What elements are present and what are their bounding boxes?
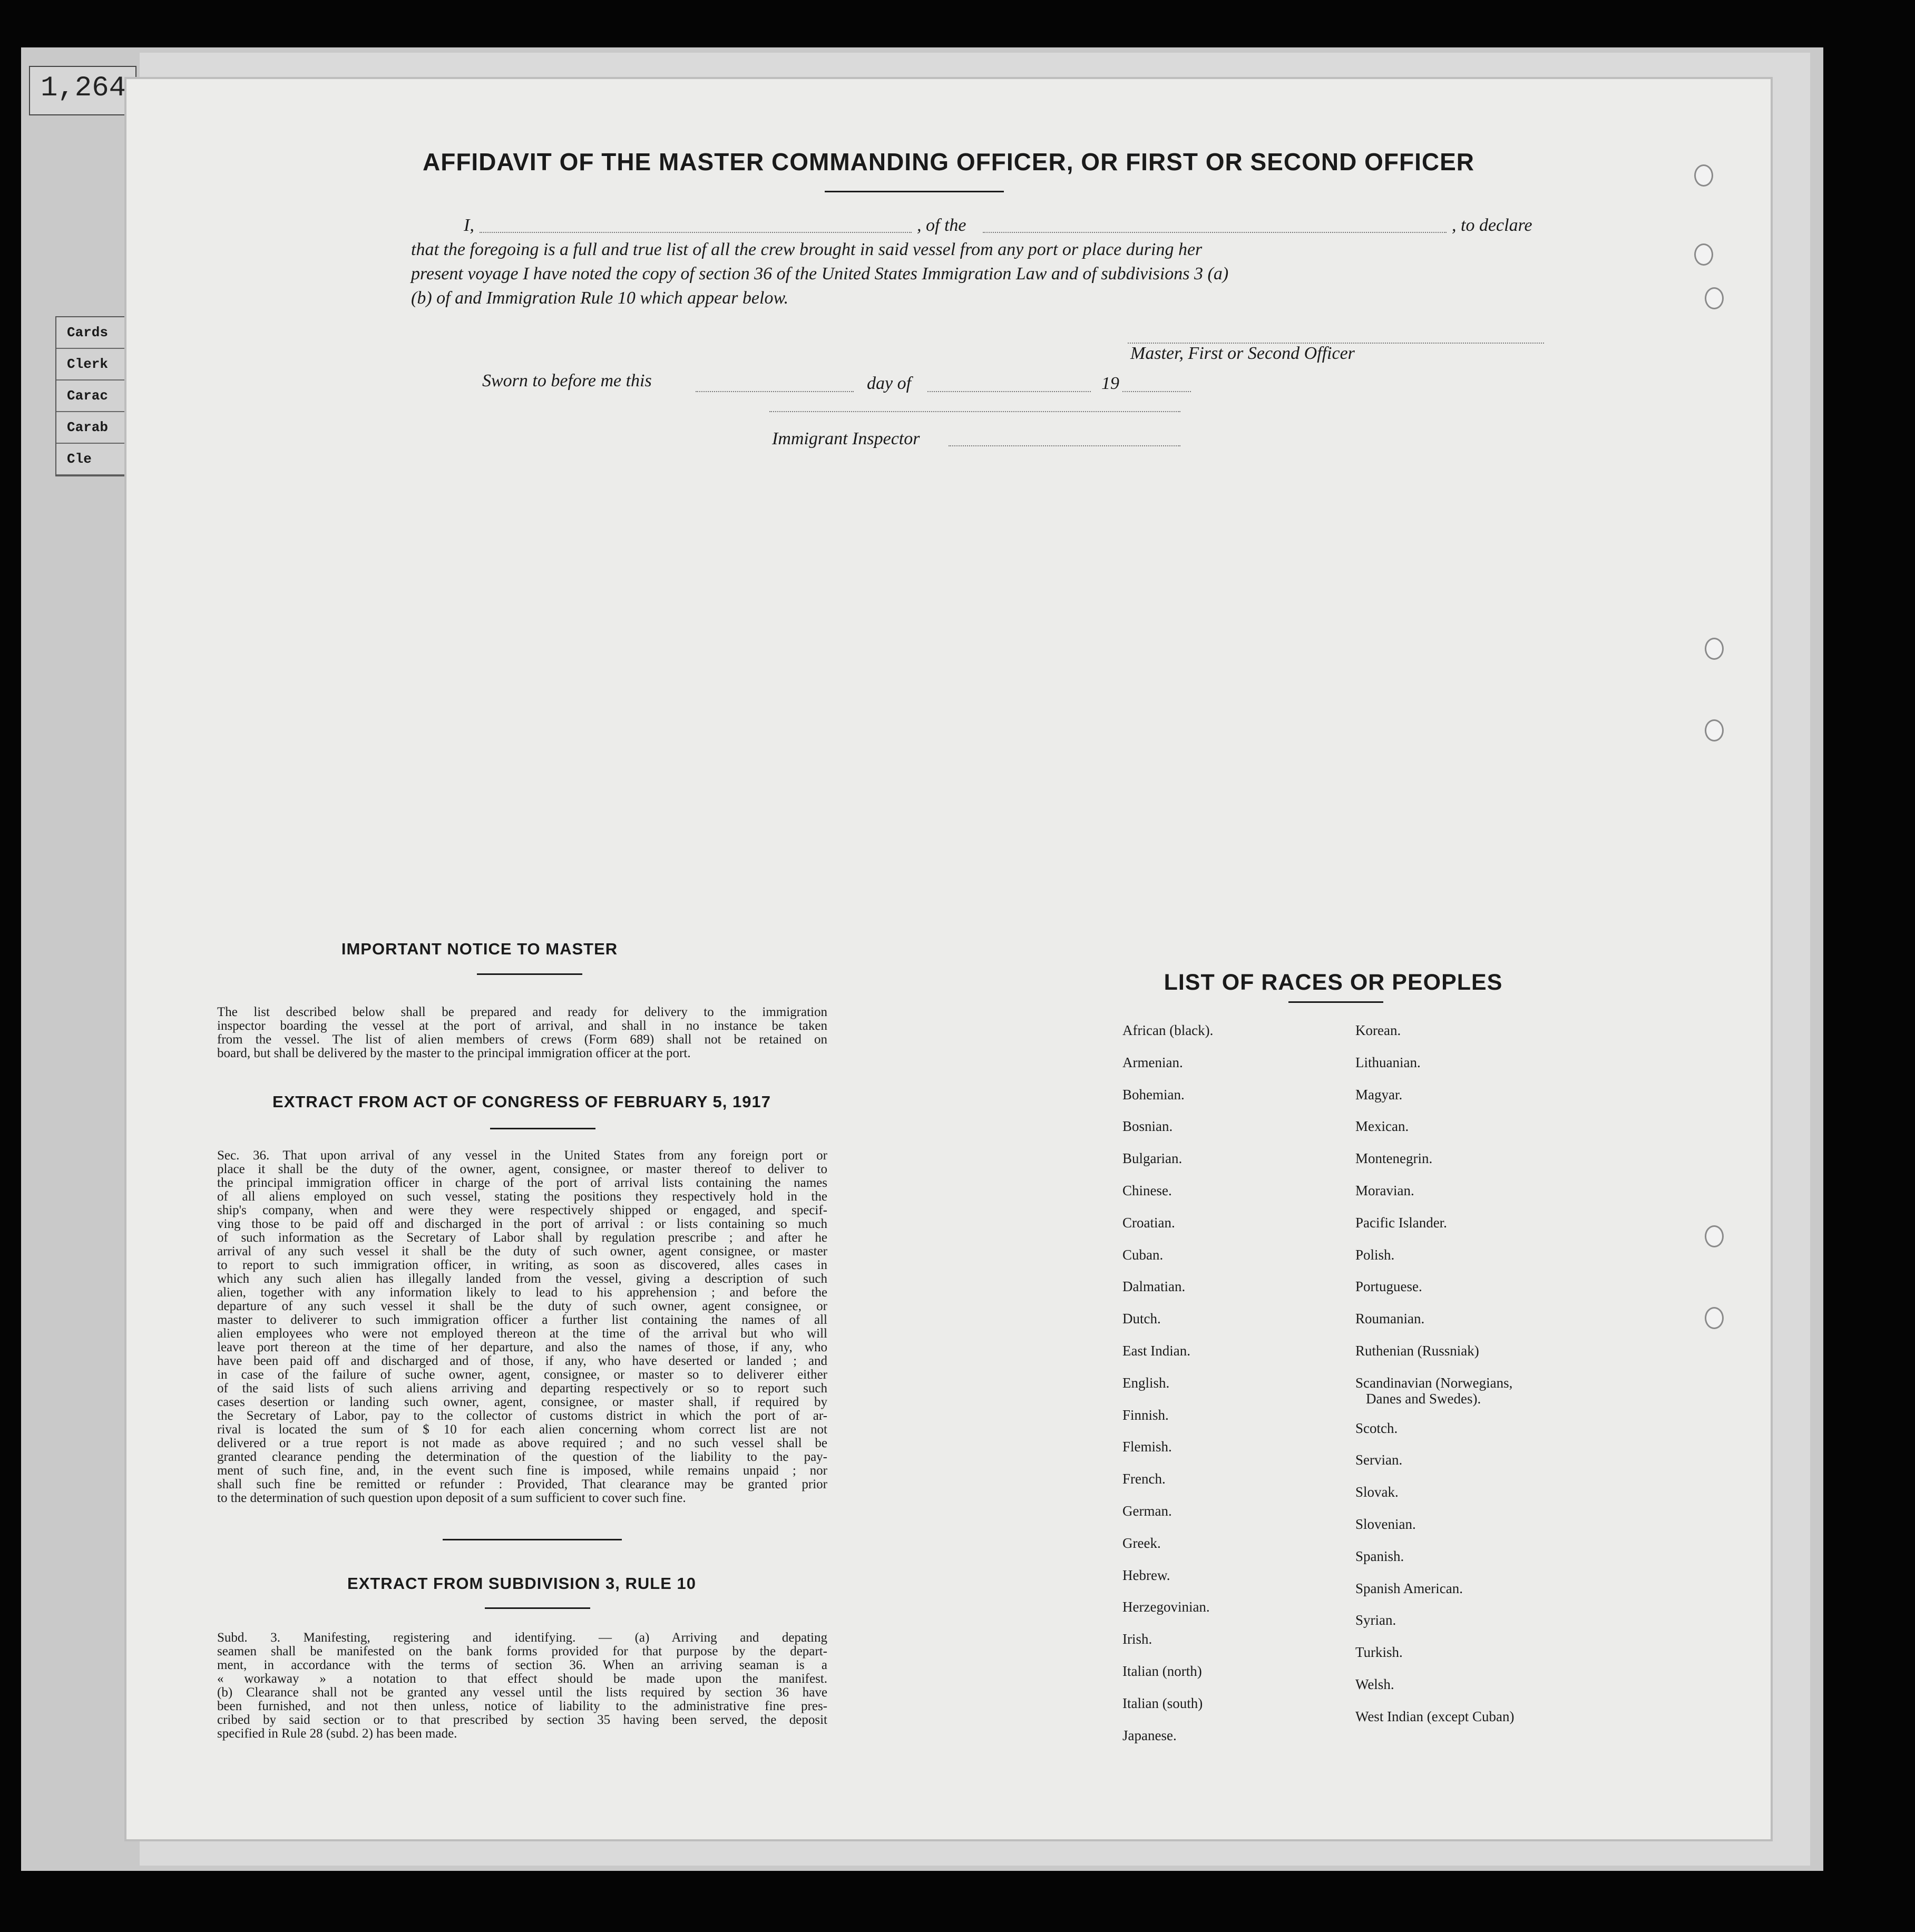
text-line: in case of the failure of suche owner, agent, consignee, or master so to deliverer either: [217, 1368, 827, 1382]
extract-act-rule: [490, 1128, 595, 1129]
text-line: Sec. 36. That upon arrival of any vessel in the United States from any foreign port or: [217, 1148, 827, 1163]
notice-text: [217, 1006, 827, 1060]
race-item: Irish.: [1122, 1631, 1152, 1647]
text-line: the principal immigration officer in charge of the port of arrival lists containing the names: [217, 1176, 827, 1190]
race-item: East Indian.: [1122, 1343, 1190, 1359]
text-line: granted clearance pending the determination of the question of the liability to the pay-: [217, 1450, 827, 1464]
races-rule: [1288, 1001, 1383, 1003]
affidavit-line2: that the foregoing is a full and true list of all the crew brought in said vessel from any port or place during her: [411, 240, 1203, 259]
text-line: to the determination of such question upon deposit of a sum sufficient to cover such fine.: [217, 1491, 686, 1505]
race-item: Flemish.: [1122, 1439, 1172, 1455]
text-line: which any such alien has illegally landed from the vessel, giving a description of such: [217, 1272, 827, 1286]
race-item: Lithuanian.: [1355, 1054, 1421, 1070]
race-item: Moravian.: [1355, 1183, 1414, 1198]
race-item: Roumanian.: [1355, 1311, 1425, 1327]
text-line: board, but shall be delivered by the master to the principal immigration officer at the port.: [217, 1046, 691, 1060]
race-item: Croatian.: [1122, 1214, 1175, 1231]
text-line: leave port thereon at the time of her departure, and also the names of those, if any, who: [217, 1340, 827, 1354]
race-item: Armenian.: [1122, 1054, 1183, 1070]
day-blank: [696, 391, 854, 392]
affidavit-title: AFFIDAVIT OF THE MASTER COMMANDING OFFICER, OR FIRST OR SECOND OFFICER: [423, 148, 1474, 175]
race-item: Bosnian.: [1122, 1118, 1173, 1135]
side-card-row: Cards: [56, 317, 141, 349]
race-item: Italian (north): [1122, 1663, 1202, 1679]
year-prefix: 19: [1101, 374, 1119, 393]
race-item: Finnish.: [1122, 1407, 1169, 1423]
text-line: ving those to be paid off and discharged in the port of arrival : or lists containing so much: [217, 1217, 827, 1231]
year-blank: [1122, 391, 1191, 392]
race-item: Montenegrin.: [1355, 1150, 1433, 1167]
race-item: Spanish American.: [1355, 1580, 1463, 1596]
race-item: West Indian (except Cuban): [1355, 1708, 1515, 1724]
race-item: Bulgarian.: [1122, 1150, 1183, 1167]
title-rule: [825, 191, 1004, 192]
race-item: Cuban.: [1122, 1246, 1164, 1263]
text-line: master to deliverer to such immigration officer a further list containing the names of all: [217, 1313, 827, 1327]
extract-rule-rule: [485, 1607, 590, 1609]
text-line: the Secretary of Labor, pay to the collector of customs district in which the port of ar-: [217, 1409, 827, 1423]
race-item: Syrian.: [1355, 1612, 1396, 1628]
race-item: Slovak.: [1355, 1484, 1399, 1500]
affidavit-page: [126, 79, 1771, 1839]
punch-hole: [1705, 287, 1724, 309]
race-item: Italian (south): [1122, 1695, 1203, 1711]
punch-hole: [1694, 164, 1713, 187]
inspector-label: Immigrant Inspector: [772, 429, 920, 448]
race-item: Turkish.: [1355, 1644, 1403, 1661]
text-line: rival is located the sum of $ 10 for each alien concerning whom correct list are not: [217, 1422, 827, 1437]
race-item: Greek.: [1122, 1535, 1161, 1551]
text-line: of such information as the Secretary of Labor shall by regulation prescribe ; and after he: [217, 1231, 827, 1245]
text-line: departure of any such vessel it shall be the duty of such owner, agent consignee, or: [217, 1299, 827, 1313]
punch-hole: [1705, 638, 1724, 660]
affidavit-line4: (b) of and Immigration Rule 10 which appear below.: [411, 288, 789, 308]
extract-act-text: [217, 1149, 827, 1505]
text-line: have been paid off and discharged and of those, if any, who have deserted or landed ; and: [217, 1354, 827, 1368]
inspector-blank: [769, 411, 1180, 412]
text-line: cases desertion or landing such owner, agent, consignee, or master shall, if required by: [217, 1395, 827, 1409]
inspector-signature-blank: [949, 445, 1180, 446]
race-item: Portuguese.: [1355, 1279, 1422, 1295]
races-title: LIST OF RACES OR PEOPLES: [1164, 970, 1503, 995]
text-line: from the vessel. The list of alien members of crews (Form 689) shall not be retained on: [217, 1032, 827, 1047]
race-item: Bohemian.: [1122, 1086, 1185, 1102]
master-label: Master, First or Second Officer: [1130, 344, 1355, 363]
race-item: French.: [1122, 1471, 1166, 1487]
race-item: Korean.: [1355, 1022, 1401, 1038]
affidavit-i: I,: [464, 216, 474, 235]
race-item: Dutch.: [1122, 1311, 1161, 1327]
text-line: The list described below shall be prepared and ready for delivery to the immigration: [217, 1005, 827, 1019]
race-item: Ruthenian (Russniak): [1355, 1343, 1479, 1359]
side-card-row: Carab: [56, 412, 141, 444]
text-line: arrival of any such vessel it shall be the duty of such owner, agent consignee, or master: [217, 1244, 827, 1258]
extract-rule-title: EXTRACT FROM SUBDIVISION 3, RULE 10: [347, 1574, 696, 1593]
extract-act-title: EXTRACT FROM ACT OF CONGRESS OF FEBRUARY 5, 1917: [272, 1092, 771, 1111]
stamp-number: 1,264: [41, 72, 126, 104]
text-line: ment of such fine, and, in the event such fine is imposed, while remains unpaid ; nor: [217, 1463, 827, 1478]
text-line: place it shall be the duty of the owner, agent, consignee, or master thereof to deliver to: [217, 1162, 827, 1176]
race-item: German.: [1122, 1503, 1172, 1519]
notice-title: IMPORTANT NOTICE TO MASTER: [341, 940, 618, 958]
name-blank: [480, 232, 912, 233]
text-line: of all aliens employed on such vessel, stating the positions they respectively hold in the: [217, 1189, 827, 1204]
sworn-label: Sworn to before me this: [482, 371, 652, 391]
month-blank: [927, 391, 1091, 392]
punch-hole: [1705, 719, 1724, 741]
text-line: delivered or a true report is not made as above required ; and no such vessel shall be: [217, 1436, 827, 1450]
notice-rule: [477, 973, 582, 975]
race-item: Polish.: [1355, 1246, 1395, 1263]
race-item: Magyar.: [1355, 1086, 1403, 1102]
affidavit-line3: present voyage I have noted the copy of section 36 of the United States Immigration Law and of subdivisions 3 (a): [411, 264, 1229, 284]
race-item: English.: [1122, 1374, 1170, 1391]
punch-hole: [1705, 1307, 1724, 1329]
side-card-row: Carac: [56, 380, 141, 412]
text-line: of the said lists of such aliens arriving and departing respectively or so to report such: [217, 1381, 827, 1396]
race-item: Dalmatian.: [1122, 1279, 1186, 1295]
side-card-row: Clerk: [56, 349, 141, 380]
vessel-blank: [983, 232, 1447, 233]
punch-hole: [1705, 1225, 1724, 1247]
race-item: African (black).: [1122, 1022, 1214, 1038]
text-line: shall such fine be remitted or refunder : Provided, That clearance may be granted prior: [217, 1477, 827, 1491]
race-item: Hebrew.: [1122, 1567, 1170, 1583]
text-line: been furnished, and not then unless, notice of liability to the administrative fine pres-: [217, 1699, 827, 1713]
race-item: Spanish.: [1355, 1548, 1404, 1564]
race-item: Herzegovinian.: [1122, 1599, 1210, 1615]
race-item: Japanese.: [1122, 1727, 1177, 1743]
affidavit-to-declare: , to declare: [1452, 216, 1532, 235]
race-item: Scotch.: [1355, 1420, 1398, 1436]
act-end-rule: [443, 1539, 622, 1540]
text-line: « workaway » a notation to that effect should be made upon the manifest.: [217, 1672, 827, 1686]
race-item: Chinese.: [1122, 1183, 1172, 1198]
text-line: (b) Clearance shall not be granted any vessel until the lists required by section 36 have: [217, 1685, 827, 1700]
text-line: seamen shall be manifested on the bank forms provided for that purpose by the depart-: [217, 1644, 827, 1658]
day-of-label: day of: [867, 374, 912, 393]
text-line: to report to such immigration officer, in writing, as soon as discovered, alles cases in: [217, 1258, 827, 1272]
text-line: cribed by said section or to that prescribed by section 35 having been served, the deposit: [217, 1713, 827, 1727]
race-item: Pacific Islander.: [1355, 1214, 1447, 1231]
race-item: Servian.: [1355, 1452, 1403, 1468]
text-line: alien, together with any information likely to lead to his apprehension ; and before the: [217, 1285, 827, 1300]
race-item: Slovenian.: [1355, 1516, 1416, 1532]
text-line: ship's company, when and were they were respectively shipped or engaged, and specif-: [217, 1203, 827, 1217]
extract-rule-text: [217, 1631, 827, 1741]
race-item: Welsh.: [1355, 1676, 1394, 1692]
text-line: ment, in accordance with the terms of section 36. When an arriving seaman is a: [217, 1658, 827, 1672]
text-line: specified in Rule 28 (subd. 2) has been made.: [217, 1726, 457, 1741]
affidavit-of-the: , of the: [917, 216, 966, 235]
race-item-continuation: Danes and Swedes).: [1366, 1390, 1481, 1407]
side-card-row: Cle: [56, 444, 141, 475]
race-item: Mexican.: [1355, 1118, 1409, 1135]
race-item: Scandinavian (Norwegians,: [1355, 1374, 1513, 1391]
text-line: Subd. 3. Manifesting, registering and identifying. — (a) Arriving and depating: [217, 1631, 827, 1645]
stamp-number-tag: [29, 66, 136, 115]
text-line: inspector boarding the vessel at the port of arrival, and shall in no instance be taken: [217, 1019, 827, 1033]
punch-hole: [1694, 243, 1713, 266]
text-line: alien employees who were not employed thereon at the time of the arrival but who will: [217, 1326, 827, 1341]
